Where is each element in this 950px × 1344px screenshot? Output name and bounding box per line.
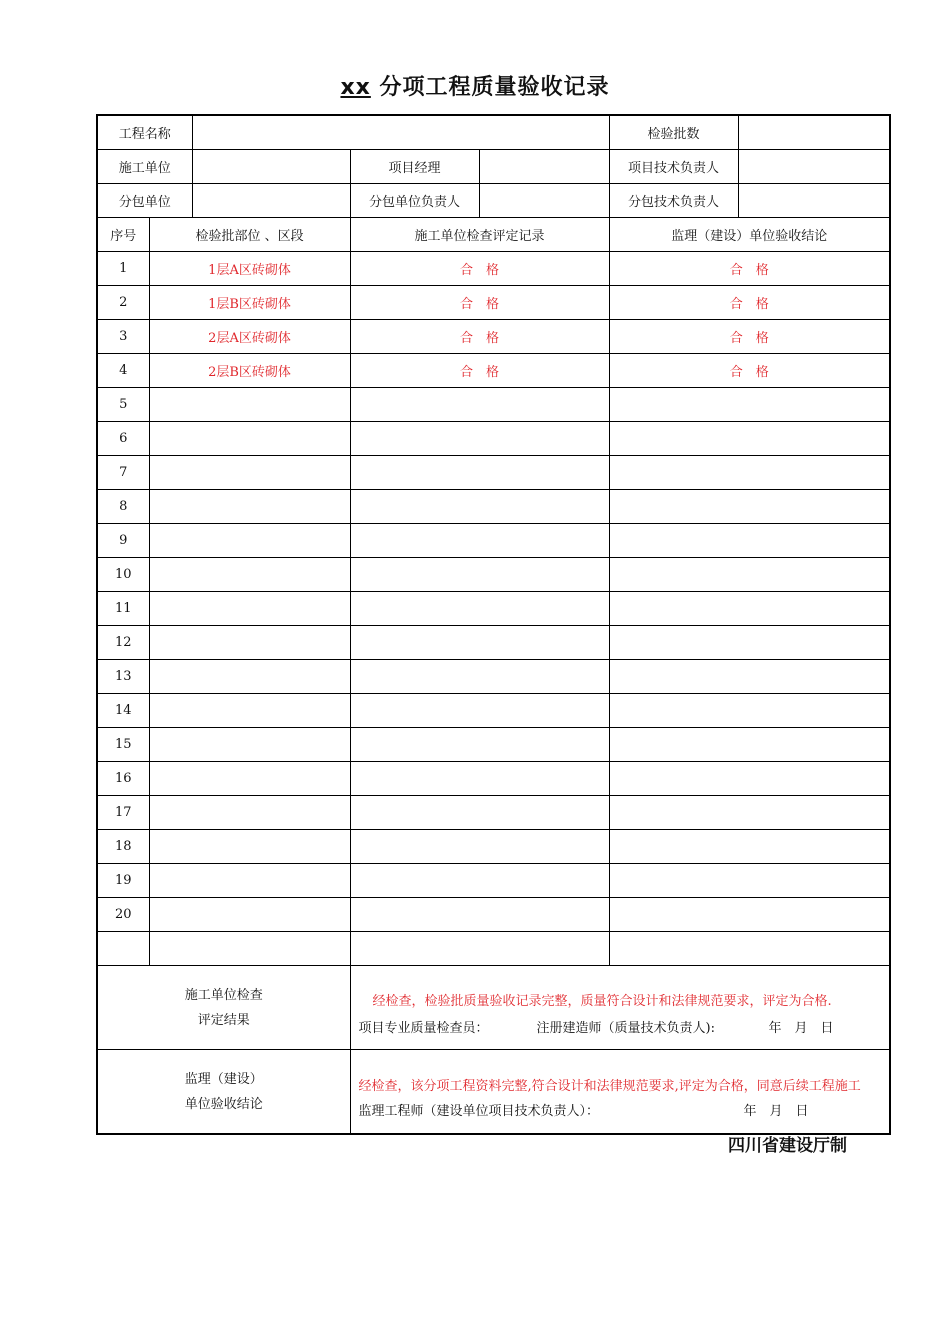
table-row <box>97 728 890 762</box>
table-row <box>97 388 890 422</box>
construction-check-content[interactable] <box>350 966 890 1050</box>
table-row <box>97 524 890 558</box>
row-seq: 19 <box>97 864 149 898</box>
table-row <box>97 252 890 286</box>
row-supervision-conclusion[interactable]: 合 格 <box>609 354 890 388</box>
row-seq: 12 <box>97 626 149 660</box>
table-row <box>97 898 890 932</box>
row-construction-record[interactable] <box>350 796 609 830</box>
row-construction-record[interactable] <box>350 592 609 626</box>
table-row <box>97 626 890 660</box>
row-supervision-conclusion[interactable] <box>609 524 890 558</box>
header-row-project <box>97 115 890 150</box>
supervision-engineer-label: 监理工程师（建设单位项目技术负责人）： <box>358 1103 600 1119</box>
row-location[interactable] <box>149 626 350 660</box>
row-location[interactable] <box>149 932 350 966</box>
row-supervision-conclusion[interactable]: 合 格 <box>609 286 890 320</box>
row-seq: 13 <box>97 660 149 694</box>
row-construction-record[interactable] <box>350 388 609 422</box>
row-supervision-conclusion[interactable] <box>609 796 890 830</box>
table-row <box>97 456 890 490</box>
row-construction-record[interactable] <box>350 626 609 660</box>
table-row <box>97 490 890 524</box>
row-supervision-conclusion[interactable] <box>609 830 890 864</box>
header-row-subcontract <box>97 184 890 218</box>
row-supervision-conclusion[interactable] <box>609 694 890 728</box>
row-location[interactable] <box>149 898 350 932</box>
row-seq: 16 <box>97 762 149 796</box>
row-supervision-conclusion[interactable] <box>609 898 890 932</box>
row-supervision-conclusion[interactable] <box>609 490 890 524</box>
subcontract-tech-lead-field[interactable] <box>738 184 890 218</box>
row-construction-record[interactable] <box>350 660 609 694</box>
row-location[interactable]: 1层B区砖砌体 <box>149 286 350 320</box>
tech-lead-field[interactable] <box>738 150 890 184</box>
construction-unit-field[interactable] <box>192 150 350 184</box>
batch-count-label: 检验批数 <box>609 115 738 150</box>
row-location[interactable] <box>149 490 350 524</box>
row-construction-record[interactable] <box>350 456 609 490</box>
table-row <box>97 558 890 592</box>
subcontract-lead-label: 分包单位负责人 <box>350 184 479 218</box>
table-row <box>97 320 890 354</box>
row-supervision-conclusion[interactable] <box>609 762 890 796</box>
row-seq: 1 <box>97 252 149 286</box>
supervision-check-statement: 经检查，该分项工程资料完整,符合设计和法律规范要求,评定为合格，同意后续工程施工 <box>358 1078 861 1094</box>
row-construction-record[interactable] <box>350 558 609 592</box>
acceptance-record-table <box>96 114 891 1135</box>
table-row <box>97 864 890 898</box>
row-supervision-conclusion[interactable]: 合 格 <box>609 252 890 286</box>
row-location[interactable] <box>149 592 350 626</box>
table-row <box>97 932 890 966</box>
supervision-check-label <box>97 1050 350 1135</box>
supervision-date-label: 年 月 日 <box>743 1103 809 1119</box>
row-construction-record[interactable] <box>350 694 609 728</box>
row-location[interactable] <box>149 660 350 694</box>
row-supervision-conclusion[interactable] <box>609 558 890 592</box>
row-construction-record[interactable] <box>350 932 609 966</box>
row-supervision-conclusion[interactable] <box>609 932 890 966</box>
subcontract-unit-label: 分包单位 <box>97 184 192 218</box>
table-row <box>97 762 890 796</box>
row-supervision-conclusion[interactable] <box>609 388 890 422</box>
construction-check-label-line2: 评定结果 <box>197 1012 250 1028</box>
row-seq: 18 <box>97 830 149 864</box>
row-seq: 11 <box>97 592 149 626</box>
row-construction-record[interactable]: 合 格 <box>350 252 609 286</box>
row-location[interactable] <box>149 422 350 456</box>
col-seq: 序号 <box>97 218 149 252</box>
subcontract-tech-lead-label: 分包技术负责人 <box>609 184 738 218</box>
tech-lead-label: 项目技术负责人 <box>609 150 738 184</box>
row-construction-record[interactable] <box>350 490 609 524</box>
construction-check-row <box>97 966 890 1050</box>
title-text: 分项工程质量验收记录 <box>370 75 610 100</box>
row-seq: 10 <box>97 558 149 592</box>
row-location[interactable] <box>149 796 350 830</box>
subcontract-lead-field[interactable] <box>479 184 609 218</box>
table-row <box>97 796 890 830</box>
col-location: 检验批部位 、区段 <box>149 218 350 252</box>
table-row <box>97 286 890 320</box>
row-supervision-conclusion[interactable] <box>609 626 890 660</box>
row-seq: 7 <box>97 456 149 490</box>
construction-check-signature-line <box>359 1017 890 1036</box>
supervision-check-content[interactable] <box>350 1050 890 1135</box>
row-location[interactable] <box>149 388 350 422</box>
row-seq: 3 <box>97 320 149 354</box>
row-location[interactable]: 2层A区砖砌体 <box>149 320 350 354</box>
supervision-check-label-line2: 单位验收结论 <box>184 1096 263 1112</box>
row-supervision-conclusion[interactable] <box>609 864 890 898</box>
construction-check-label <box>97 966 350 1050</box>
row-supervision-conclusion[interactable] <box>609 592 890 626</box>
row-location[interactable]: 2层B区砖砌体 <box>149 354 350 388</box>
table-row <box>97 660 890 694</box>
row-construction-record[interactable] <box>350 864 609 898</box>
subcontract-unit-field[interactable] <box>192 184 350 218</box>
row-construction-record[interactable] <box>350 728 609 762</box>
row-seq: 14 <box>97 694 149 728</box>
project-manager-field[interactable] <box>479 150 609 184</box>
batch-count-field[interactable] <box>738 115 890 150</box>
row-construction-record[interactable] <box>350 422 609 456</box>
row-supervision-conclusion[interactable] <box>609 660 890 694</box>
row-supervision-conclusion[interactable] <box>609 422 890 456</box>
row-construction-record[interactable]: 合 格 <box>350 286 609 320</box>
supervision-check-signature-line <box>359 1100 890 1119</box>
row-construction-record[interactable] <box>350 524 609 558</box>
row-supervision-conclusion[interactable] <box>609 728 890 762</box>
row-location[interactable] <box>149 694 350 728</box>
row-seq: 20 <box>97 898 149 932</box>
project-manager-label: 项目经理 <box>350 150 479 184</box>
project-name-field[interactable] <box>192 115 609 150</box>
row-location[interactable] <box>149 830 350 864</box>
construction-check-label-line1: 施工单位检查 <box>184 987 263 1003</box>
table-row <box>97 694 890 728</box>
row-location[interactable] <box>149 524 350 558</box>
row-construction-record[interactable] <box>350 898 609 932</box>
row-construction-record[interactable]: 合 格 <box>350 354 609 388</box>
row-location[interactable] <box>149 864 350 898</box>
construction-check-statement: 经检查，检验批质量验收记录完整，质量符合设计和法律规范要求，评定为合格. <box>372 993 832 1009</box>
construction-unit-label: 施工单位 <box>97 150 192 184</box>
row-seq: 17 <box>97 796 149 830</box>
row-location[interactable] <box>149 558 350 592</box>
row-seq: 2 <box>97 286 149 320</box>
row-construction-record[interactable] <box>350 762 609 796</box>
row-location[interactable] <box>149 728 350 762</box>
table-row <box>97 422 890 456</box>
row-supervision-conclusion[interactable] <box>609 456 890 490</box>
page-title <box>0 70 950 101</box>
row-seq: 8 <box>97 490 149 524</box>
row-supervision-conclusion[interactable]: 合 格 <box>609 320 890 354</box>
supervision-check-row <box>97 1050 890 1135</box>
project-name-label: 工程名称 <box>97 115 192 150</box>
row-seq <box>97 932 149 966</box>
row-seq: 4 <box>97 354 149 388</box>
row-construction-record[interactable]: 合 格 <box>350 320 609 354</box>
row-construction-record[interactable] <box>350 830 609 864</box>
row-seq: 15 <box>97 728 149 762</box>
row-seq: 5 <box>97 388 149 422</box>
row-location[interactable]: 1层A区砖砌体 <box>149 252 350 286</box>
construction-date-label: 年 月 日 <box>768 1020 834 1036</box>
row-location[interactable] <box>149 456 350 490</box>
issuer-footer: 四川省建设厅制 <box>728 1136 847 1156</box>
header-row-construction <box>97 150 890 184</box>
table-row <box>97 592 890 626</box>
title-prefix: xx <box>340 75 371 100</box>
supervision-check-label-line1: 监理（建设） <box>184 1071 263 1087</box>
table-row <box>97 830 890 864</box>
row-seq: 6 <box>97 422 149 456</box>
col-construction-record: 施工单位检查评定记录 <box>350 218 609 252</box>
row-seq: 9 <box>97 524 149 558</box>
inspector-label: 项目专业质量检查员： <box>358 1020 489 1036</box>
column-header-row <box>97 218 890 252</box>
row-location[interactable] <box>149 762 350 796</box>
col-supervision-conclusion: 监理（建设）单位验收结论 <box>609 218 890 252</box>
engineer-label: 注册建造师（质量技术负责人): <box>536 1020 715 1036</box>
table-row <box>97 354 890 388</box>
